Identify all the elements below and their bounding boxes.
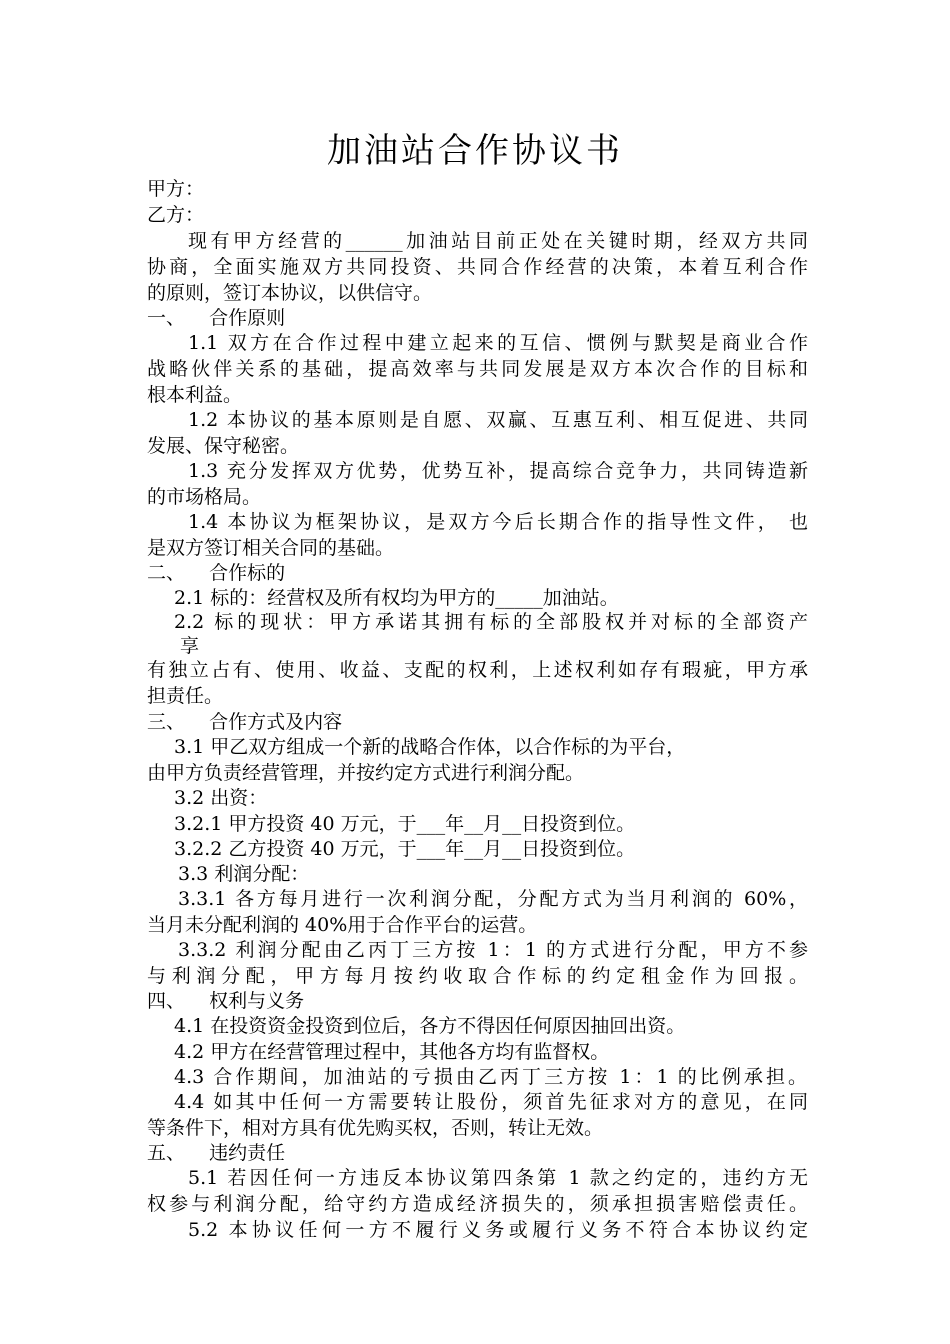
text-line-clause-3-1-a: 3.1 甲乙双方组成一个新的战略合作体，以合作标的为平台，	[174, 736, 686, 758]
section-4-heading: 四、 权利与义务	[147, 990, 305, 1012]
text-line-clause-4-3: 4.3 合作期间，加油站的亏损由乙丙丁三方按 1：1 的比例承担。	[174, 1066, 807, 1088]
text-line-clause-3-3: 3.3 利润分配：	[178, 863, 310, 885]
text-line-clause-1-1-c: 根本利益。	[147, 384, 243, 406]
text-line-clause-1-2-a: 1.2 本协议的基本原则是自愿、双赢、互惠互利、相互促进、共同	[188, 409, 808, 431]
text-line-party-b: 乙方：	[147, 204, 205, 226]
text-line-clause-2-2-c: 有独立占有、使用、收益、支配的权利，上述权利如存有瑕疵，甲方承	[147, 659, 808, 681]
text-line-clause-1-3-a: 1.3 充分发挥双方优势，优势互补，提高综合竞争力，共同铸造新	[188, 460, 808, 482]
section-2-heading: 二、 合作标的	[147, 562, 286, 584]
text-line-clause-1-1-a: 1.1 双方在合作过程中建立起来的互信、惯例与默契是商业合作	[188, 332, 808, 354]
text-line-clause-4-2: 4.2 甲方在经营管理过程中，其他各方均有监督权。	[174, 1041, 610, 1063]
text-line-clause-3-3-2-a: 3.3.2 利润分配由乙丙丁三方按 1：1 的方式进行分配，甲方不参	[178, 939, 808, 961]
text-line-clause-3-1-b: 由甲方负责经营管理，并按约定方式进行利润分配。	[147, 762, 585, 784]
text-line-clause-5-2-a: 5.2 本协议任何一方不履行义务或履行义务不符合本协议约定	[188, 1219, 808, 1241]
text-line-preamble-2: 协商，全面实施双方共同投资、共同合作经营的决策，本着互利合作	[147, 256, 808, 278]
text-line-clause-1-1-b: 战略伙伴关系的基础，提高效率与共同发展是双方本次合作的目标和	[147, 358, 808, 380]
text-line-clause-1-3-b: 的市场格局。	[147, 486, 262, 508]
text-line-clause-4-4-a: 4.4 如其中任何一方需要转让股份，须首先征求对方的意见，在同	[174, 1091, 808, 1113]
text-line-clause-5-1-a: 5.1 若因任何一方违反本协议第四条第 1 款之约定的，违约方无	[188, 1167, 808, 1189]
text-line-preamble-3: 的原则，签订本协议，以供信守。	[147, 282, 433, 304]
section-5-heading: 五、 违约责任	[147, 1142, 286, 1164]
text-line-clause-2-2-d: 担责任。	[147, 685, 224, 707]
text-line-clause-5-1-b: 权参与利润分配，给守约方造成经济损失的，须承担损害赔偿责任。	[147, 1193, 808, 1215]
text-line-clause-4-4-b: 等条件下，相对方具有优先购买权，否则，转让无效。	[147, 1117, 604, 1139]
section-1-heading: 一、 合作原则	[147, 307, 286, 329]
text-line-clause-3-3-2-b: 与利润分配，甲方每月按约收取合作标的约定租金作为回报。	[147, 965, 808, 987]
section-3-heading: 三、 合作方式及内容	[147, 711, 343, 733]
text-line-clause-3-2-2: 3.2.2 乙方投资 40 万元，于___年__月__日投资到位。	[174, 838, 636, 860]
text-line-clause-3-2-1: 3.2.1 甲方投资 40 万元，于___年__月__日投资到位。	[174, 813, 636, 835]
text-line-clause-1-4-b: 是双方签订相关合同的基础。	[147, 537, 395, 559]
text-line-clause-3-2: 3.2 出资：	[174, 787, 268, 809]
text-line-clause-3-3-1-a: 3.3.1 各方每月进行一次利润分配，分配方式为当月利润的 60%，	[178, 888, 808, 910]
text-line-party-a: 甲方：	[147, 178, 205, 200]
text-line-clause-1-2-b: 发展、保守秘密。	[147, 435, 300, 457]
text-line-clause-1-4-a: 1.4 本协议为框架协议，是双方今后长期合作的指导性文件， 也	[188, 511, 808, 533]
text-line-clause-2-2-a: 2.2 标的现状：甲方承诺其拥有标的全部股权并对标的全部资产	[174, 611, 808, 633]
text-line-preamble-1: 现有甲方经营的______加油站目前正处在关键时期，经双方共同	[188, 230, 808, 252]
text-line-clause-2-1: 2.1 标的：经营权及所有权均为甲方的_____加油站。	[174, 587, 619, 609]
document-title: 加油站合作协议书	[327, 131, 623, 171]
text-line-clause-4-1: 4.1 在投资资金投资到位后，各方不得因任何原因抽回出资。	[174, 1015, 686, 1037]
text-line-clause-2-2-b: 享	[180, 635, 200, 657]
text-line-clause-3-3-1-b: 当月未分配利润的 40%用于合作平台的运营。	[147, 914, 538, 936]
